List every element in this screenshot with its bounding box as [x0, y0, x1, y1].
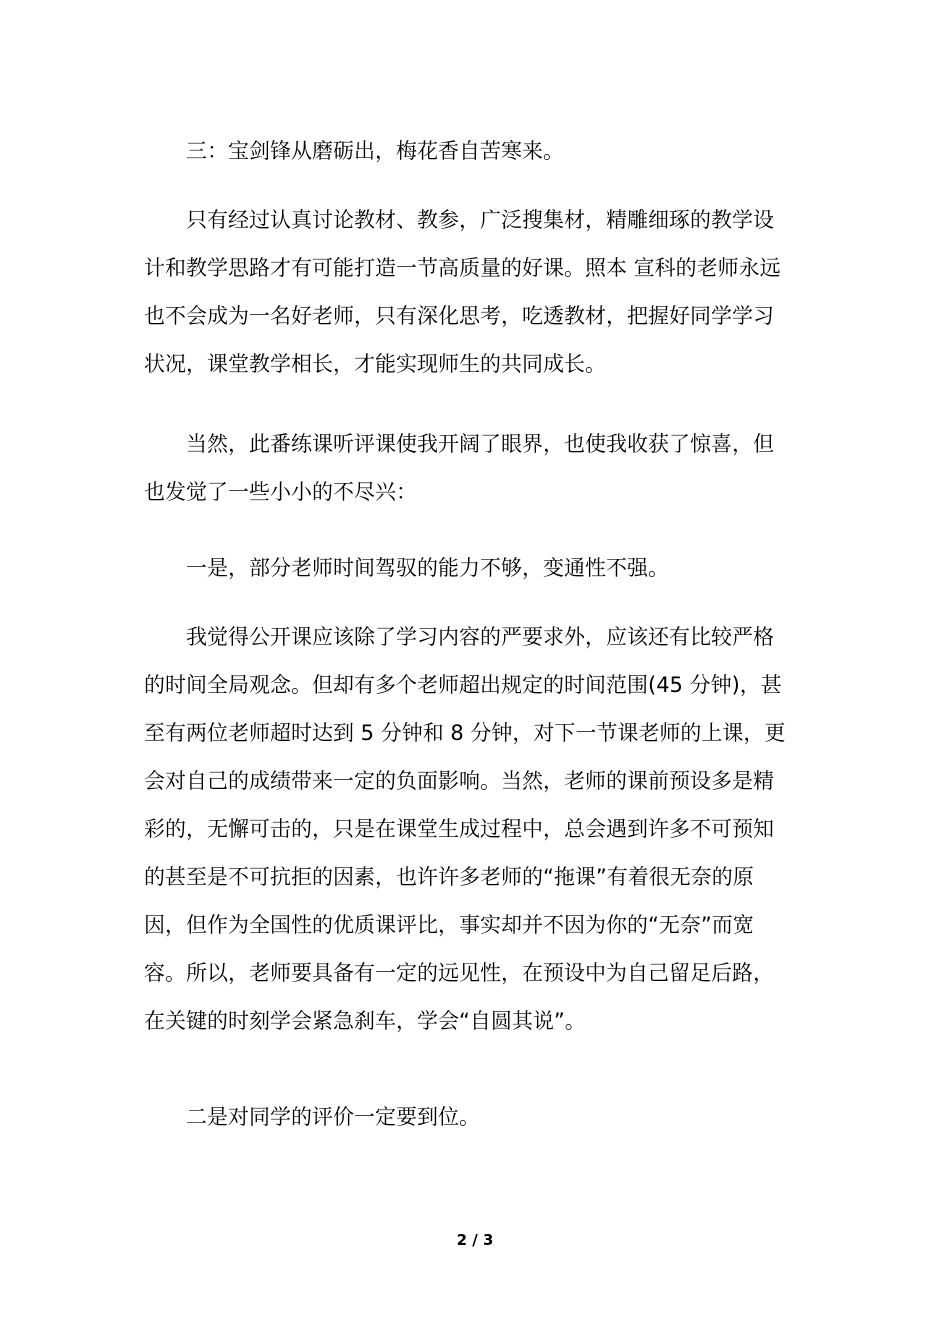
text-line: 二是对同学的评价一定要到位。 [186, 1105, 480, 1129]
text-line: 也发觉了一些小小的不尽兴： [144, 480, 417, 504]
paragraph-point-one [144, 544, 804, 592]
paragraph-observations [144, 420, 804, 516]
paragraph-preparation [144, 196, 804, 388]
text-line: 会对自己的成绩带来一定的负面影响。当然，老师的课前预设多是精 [144, 769, 774, 793]
text-line: 的时间全局观念。但却有多个老师超出规定的时间范围(45 分钟)，甚 [144, 673, 782, 697]
text-line: 计和教学思路才有可能打造一节高质量的好课。照本 宣科的老师永远 [144, 256, 781, 280]
text-line: 容。所以，老师要具备有一定的远见性，在预设中为自己留足后路， [144, 961, 774, 985]
text-line: 彩的，无懈可击的，只是在课堂生成过程中，总会遇到许多不可预知 [144, 817, 774, 841]
text-line: 因，但作为全国性的优质课评比，事实却并不因为你的“无奈”而宽 [144, 913, 754, 937]
text-line: 状况，课堂教学相长，才能实现师生的共同成长。 [144, 352, 606, 376]
page-number: 2 / 3 [456, 1231, 494, 1249]
text-line: 我觉得公开课应该除了学习内容的严要求外，应该还有比较严格 [186, 625, 774, 649]
text-line: 至有两位老师超时达到 5 分钟和 8 分钟，对下一节课老师的上课，更 [144, 721, 786, 745]
paragraph-point-two [144, 1093, 804, 1141]
text-line: 在关键的时刻学会紧急刹车，学会“自圆其说”。 [144, 1009, 586, 1033]
text-line: 只有经过认真讨论教材、教参，广泛搜集材，精雕细琢的教学设 [186, 208, 774, 232]
text-line: 一是，部分老师时间驾驭的能力不够，变通性不强。 [186, 556, 669, 580]
paragraph-heading-three [144, 127, 804, 175]
text-line: 的甚至是不可抗拒的因素，也许许多老师的“拖课”有着很无奈的原 [144, 865, 754, 889]
paragraph-time-management [144, 613, 804, 1045]
text-line: 三：宝剑锋从磨砺出，梅花香自苦寒来。 [186, 139, 564, 163]
text-line: 也不会成为一名好老师，只有深化思考，吃透教材，把握好同学学习 [144, 304, 774, 328]
text-line: 当然，此番练课听评课使我开阔了眼界，也使我收获了惊喜，但 [186, 432, 774, 456]
